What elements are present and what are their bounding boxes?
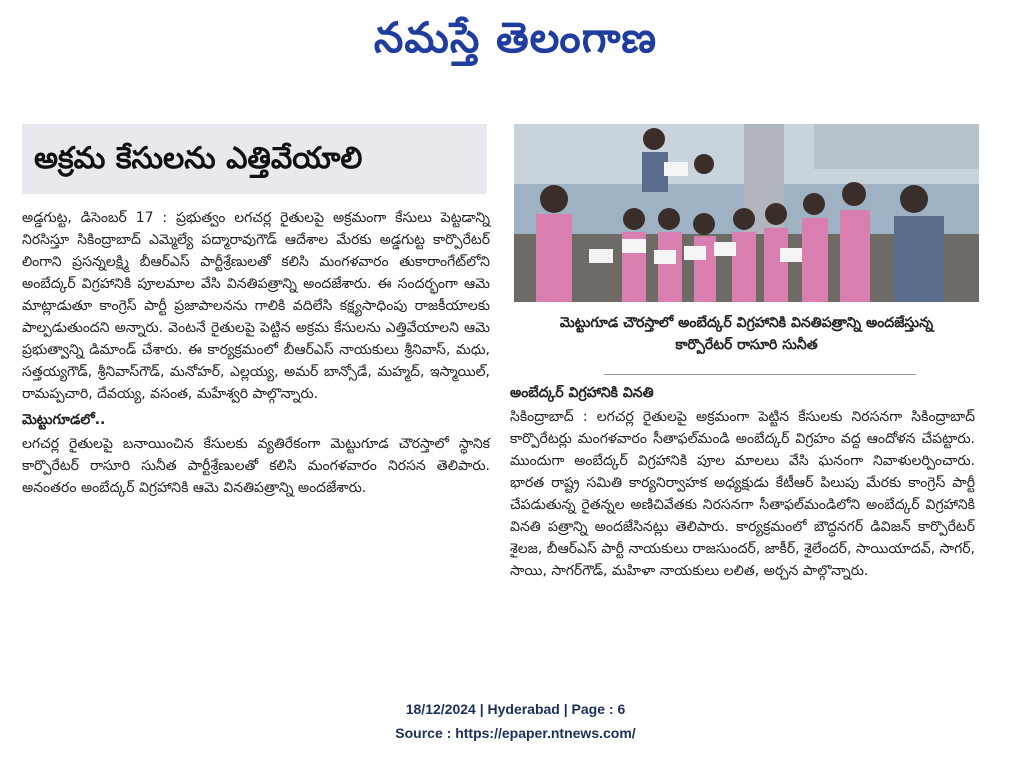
article-paragraph: అడ్డగుట్ట, డిసెంబర్ 17 : ప్రభుత్వం లగచర్ల రైతులపై అక్రమంగా కేసులు పెట్టడాన్ని నిరసిస్తూ సికింద్రాబాద్ ఎమ్మెల్యే పద్మారావుగౌడ్ ఆదేశాల మేరకు అడ్డగుట్ట కార్పొరేటర్ లింగాని ప్రసన్నలక్ష్మి బీఆర్ఎస్ పార్టీశ్రేణులతో కలిసి మంగళవారం తుకారాంగేట్‌లోని అంబేద్కర్ విగ్రహానికి పూలమాల వేసి వినతిపత్రాన్ని అందజేశారు. ఈ సందర్భంగా ఆమె మాట్లాడుతూ కాంగ్రెస్ పార్టీ ప్రజాపాలనను గాలికి వదిలేసి కక్ష్యసాధింపు రాజకీయాలకు పాల్పడుతుందని అన్నారు. వెంటనే రైతులపై పెట్టిన అక్రమ కేసులను ఎత్తివేయాలని ఆమె ప్రభుత్వాన్ని డిమాండ్ చేశారు. ఈ కార్యక్రమంలో బీఆర్ఎస్ నాయకులు శ్రీనివాస్, మధు, సత్తయ్యగౌడ్, శ్రీనివాస్‌గౌడ్, మనోహర్, ఎల్లయ్య, అమర్ బాన్సోడే, మహ్మద్, ఇస్మాయిల్, రామప్పచారి, దేవయ్య, వసంత, మహేశ్వరి పాల్గొన్నారు. (22, 210, 490, 402)
headline-box (22, 124, 487, 194)
footer-source-line: Source : https://epaper.ntnews.com/ (395, 725, 636, 741)
page-footer (0, 697, 1031, 745)
newspaper-masthead: నమస్తే తెలంగాణ (373, 13, 658, 62)
section-divider (604, 374, 916, 375)
article-paragraph: సికింద్రాబాద్ : లగచర్ల రైతులపై అక్రమంగా పెట్టిన కేసులకు నిరసనగా సికింద్రాబాద్ కార్పొరేటర్లు మంగళవారం సీతాఫల్‌మండి అంబేద్కర్ విగ్రహం వద్ద ఆందోళన చేపట్టారు. ముందుగా అంబేద్కర్ విగ్రహానికి పూల మాలలు వేసి ఘనంగా నివాళులర్పించారు. భారత రాష్ట్ర సమితి కార్యనిర్వాహక అధ్యక్షుడు కేటీఆర్ పిలుపు మేరకు కాంగ్రెస్ పార్టీ చేపడుతున్న రైతన్నల అణిచివేతకు నిరసనగా సీతాఫల్‌మండిలోని అంబేద్కర్ విగ్రహానికి వినతి పత్రాన్ని అందజేసినట్లు తెలిపారు. కార్యక్రమంలో బౌద్ధనగర్ డివిజన్ కార్పొరేటర్ శైలజ, బీఆర్ఎస్ పార్టీ నాయకులు రాజసుందర్, జాకీర్, శైలేందర్, సాయియాదవ్, సాగర్, సాయి, సాగర్‌గౌడ్, మహిళా నాయకులు లలిత, అర్చన పాల్గొన్నారు. (510, 409, 975, 579)
photo-caption-line: కార్పొరేటర్ రాసూరి సునీత (675, 337, 818, 353)
article-paragraph: లగచర్ల రైతులపై బనాయించిన కేసులకు వ్యతిరేకంగా మెట్టుగూడ చౌరస్తాలో స్థానిక కార్పొరేటర్ రాసూరి సునీత పార్టీశ్రేణులతో కలిసి మంగళవారం నిరసన తెలిపారు. అనంతరం అంబేద్కర్ విగ్రహానికి ఆమె వినతిపత్రాన్ని అందజేశారు. (22, 436, 490, 496)
section-subhead: మెట్టుగూడలో.. (22, 412, 106, 428)
footer-date-line: 18/12/2024 | Hyderabad | Page : 6 (405, 701, 626, 717)
photo-caption (514, 312, 979, 356)
news-photo (514, 124, 979, 302)
photo-caption-line: మెట్టుగూడ చౌరస్తాలో అంబేద్కర్ విగ్రహానికి వినతిపత్రాన్ని అందజేస్తున్న (559, 315, 934, 331)
article-headline: అక్రమ కేసులను ఎత్తివేయాలి (34, 141, 363, 176)
section-subhead: అంబేద్కర్ విగ్రహానికి వినతి (510, 385, 654, 401)
left-article-column (22, 207, 490, 503)
right-article-column (510, 380, 975, 586)
